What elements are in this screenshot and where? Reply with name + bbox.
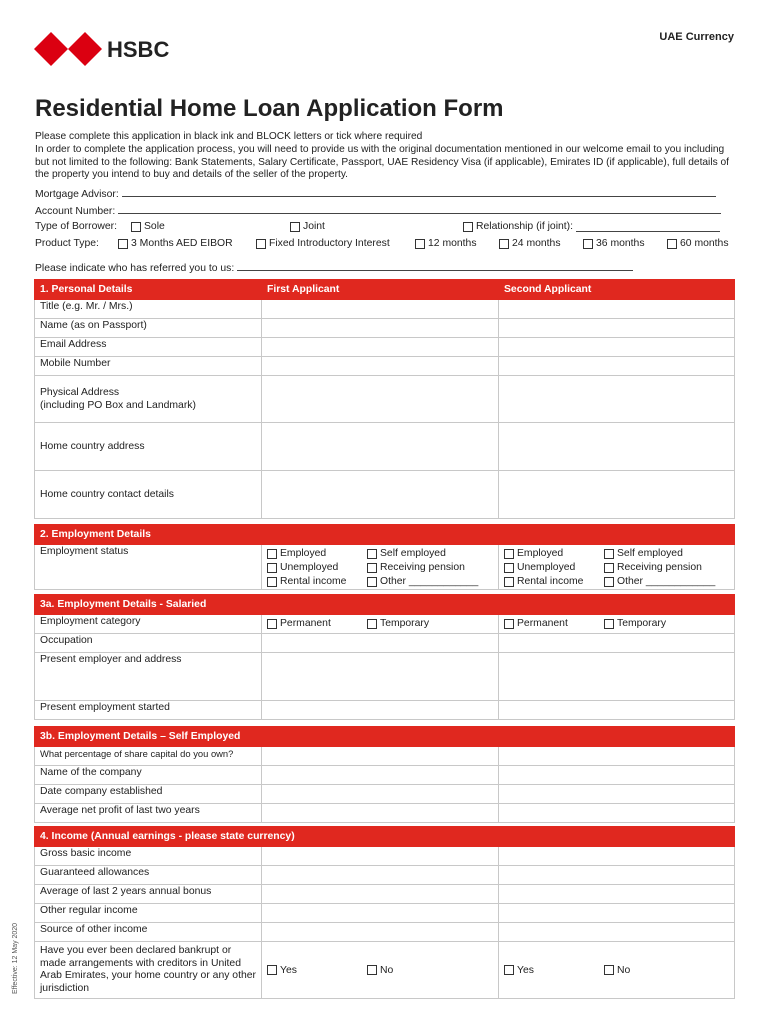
no-option[interactable]: No [367, 965, 493, 976]
no-option[interactable]: No [604, 965, 729, 976]
section-header: 3a. Employment Details - Salaried [35, 595, 735, 615]
checkbox-icon[interactable] [604, 549, 614, 559]
first-applicant-cell[interactable] [262, 471, 499, 519]
relationship-field[interactable] [576, 221, 720, 232]
section-header: 2. Employment Details [35, 525, 735, 545]
row-label: Date company established [35, 785, 262, 804]
row-label: Name (as on Passport) [35, 319, 262, 338]
checkbox-icon[interactable] [290, 222, 300, 232]
row-label: Present employer and address [35, 653, 262, 701]
intro-line-1: Please complete this application in black ink and BLOCK letters or tick where required [35, 131, 423, 142]
bankrupt-question: Have you ever been declared bankrupt or made arrangements with creditors in United Arab Emirates, your home country or any other jurisdiction [35, 942, 262, 999]
mortgage-advisor-row [35, 186, 716, 200]
account-number-label: Account Number: [35, 206, 116, 217]
checkbox-icon[interactable] [267, 965, 277, 975]
checkbox-icon[interactable] [367, 563, 377, 573]
second-applicant-cell[interactable] [499, 701, 735, 720]
first-applicant-cell[interactable] [262, 701, 499, 720]
checkbox-icon[interactable] [604, 619, 614, 629]
row-label: Source of other income [35, 923, 262, 942]
employment-details-table [34, 524, 735, 590]
first-applicant-cell[interactable] [262, 866, 499, 885]
second-applicant-cell[interactable] [499, 747, 735, 766]
row-label: Mobile Number [35, 357, 262, 376]
checkbox-icon[interactable] [667, 239, 677, 249]
first-applicant-cell[interactable] [262, 357, 499, 376]
checkbox-icon[interactable] [504, 619, 514, 629]
income-table [34, 826, 735, 999]
referred-by-field[interactable] [237, 260, 633, 271]
unemployed-option[interactable]: Unemployed [267, 561, 367, 575]
unemployed-option[interactable]: Unemployed [504, 561, 604, 575]
intro-text [35, 131, 735, 182]
second-applicant-cell[interactable] [499, 847, 735, 866]
row-label: Title (e.g. Mr. / Mrs.) [35, 300, 262, 319]
self-employed-option[interactable]: Self employed [367, 547, 493, 561]
checkbox-icon[interactable] [415, 239, 425, 249]
row-label: Average of last 2 years annual bonus [35, 885, 262, 904]
checkbox-icon[interactable] [504, 965, 514, 975]
second-applicant-cell[interactable] [499, 376, 735, 423]
yes-option[interactable]: Yes [267, 965, 367, 976]
second-applicant-cell[interactable] [499, 653, 735, 701]
checkbox-icon[interactable] [256, 239, 266, 249]
checkbox-icon[interactable] [131, 222, 141, 232]
row-label: What percentage of share capital do you own? [35, 747, 262, 766]
first-applicant-cell[interactable] [262, 338, 499, 357]
account-number-field[interactable] [118, 203, 721, 214]
second-applicant-header: Second Applicant [499, 280, 735, 300]
first-applicant-cell [262, 942, 499, 999]
checkbox-icon[interactable] [267, 619, 277, 629]
hsbc-hexagon-icon [34, 30, 184, 68]
first-applicant-cell[interactable] [262, 300, 499, 319]
pension-option[interactable]: Receiving pension [604, 561, 729, 575]
temporary-option[interactable]: Temporary [604, 618, 729, 629]
page-title: Residential Home Loan Application Form [35, 95, 504, 122]
checkbox-icon[interactable] [267, 563, 277, 573]
account-number-row [35, 203, 721, 217]
product-fixed-option[interactable]: Fixed Introductory Interest [256, 238, 390, 249]
rental-income-option[interactable]: Rental income [267, 575, 367, 589]
checkbox-icon[interactable] [367, 619, 377, 629]
first-applicant-cell[interactable] [262, 653, 499, 701]
brand-name: HSBC [107, 37, 170, 62]
self-employed-option[interactable]: Self employed [604, 547, 729, 561]
borrower-sole-option[interactable]: Sole [131, 221, 165, 232]
intro-line-2: In order to complete the application process, you will need to provide us with the original documentation mentioned in our welcome email to you including but not limited to the following: Bank Statements, Salary Certificate, Passport, UAE Residency Visa (if applicable), Emirates ID (if applicable), full details of the property you intend to buy and details of the seller of the property. [35, 143, 730, 181]
first-applicant-cell[interactable] [262, 885, 499, 904]
second-applicant-cell[interactable] [499, 766, 735, 785]
product-12-months-option[interactable]: 12 months [415, 238, 477, 249]
product-60-months-option[interactable]: 60 months [667, 238, 729, 249]
product-type-label: Product Type: [35, 238, 99, 249]
checkbox-icon[interactable] [463, 222, 473, 232]
mortgage-advisor-label: Mortgage Advisor: [35, 189, 119, 200]
personal-details-table [34, 279, 735, 519]
row-label: Other regular income [35, 904, 262, 923]
pension-option[interactable]: Receiving pension [367, 561, 493, 575]
permanent-option[interactable]: Permanent [267, 618, 367, 629]
section-header: 4. Income (Annual earnings - please state currency) [35, 827, 735, 847]
effective-date: Effective: 12 May 2020 [12, 922, 19, 994]
first-applicant-cell [262, 615, 499, 634]
yes-option[interactable]: Yes [504, 965, 604, 976]
salaried-details-table [34, 594, 735, 720]
row-label: Employment status [35, 545, 262, 590]
row-label: Present employment started [35, 701, 262, 720]
checkbox-icon[interactable] [504, 577, 514, 587]
second-applicant-cell [499, 545, 735, 590]
row-label: Home country address [35, 423, 262, 471]
second-applicant-cell[interactable] [499, 471, 735, 519]
second-applicant-cell[interactable] [499, 319, 735, 338]
product-eibor-option[interactable]: 3 Months AED EIBOR [118, 238, 233, 249]
checkbox-icon[interactable] [367, 965, 377, 975]
row-label: Physical Address (including PO Box and Landmark) [35, 376, 262, 423]
temporary-option[interactable]: Temporary [367, 618, 493, 629]
first-applicant-cell[interactable] [262, 376, 499, 423]
first-applicant-cell[interactable] [262, 785, 499, 804]
second-applicant-cell[interactable] [499, 300, 735, 319]
self-employed-table [34, 726, 735, 823]
checkbox-icon[interactable] [583, 239, 593, 249]
borrower-type-label: Type of Borrower: [35, 221, 118, 232]
referred-by-row [35, 260, 633, 274]
second-applicant-cell[interactable] [499, 785, 735, 804]
first-applicant-header: First Applicant [262, 280, 499, 300]
checkbox-icon[interactable] [267, 577, 277, 587]
first-applicant-cell[interactable] [262, 634, 499, 653]
first-applicant-cell[interactable] [262, 747, 499, 766]
rental-income-option[interactable]: Rental income [504, 575, 604, 589]
product-24-months-option[interactable]: 24 months [499, 238, 561, 249]
first-applicant-cell[interactable] [262, 766, 499, 785]
checkbox-icon[interactable] [604, 577, 614, 587]
checkbox-icon[interactable] [267, 549, 277, 559]
row-label: Guaranteed allowances [35, 866, 262, 885]
checkbox-icon[interactable] [367, 549, 377, 559]
row-label: Email Address [35, 338, 262, 357]
first-applicant-cell[interactable] [262, 904, 499, 923]
first-applicant-cell [262, 545, 499, 590]
checkbox-icon[interactable] [504, 549, 514, 559]
row-label: Gross basic income [35, 847, 262, 866]
second-applicant-cell[interactable] [499, 338, 735, 357]
second-applicant-cell[interactable] [499, 866, 735, 885]
permanent-option[interactable]: Permanent [504, 618, 604, 629]
second-applicant-cell [499, 615, 735, 634]
mortgage-advisor-field[interactable] [122, 186, 716, 197]
row-label: Employment category [35, 615, 262, 634]
checkbox-icon[interactable] [367, 577, 377, 587]
employed-option[interactable]: Employed [267, 547, 367, 561]
section-header: 1. Personal Details [35, 280, 262, 300]
referred-by-label: Please indicate who has referred you to us: [35, 263, 235, 274]
row-label: Average net profit of last two years [35, 804, 262, 823]
row-label: Home country contact details [35, 471, 262, 519]
first-applicant-cell[interactable] [262, 923, 499, 942]
second-applicant-cell[interactable] [499, 923, 735, 942]
row-label: Occupation [35, 634, 262, 653]
checkbox-icon[interactable] [604, 563, 614, 573]
other-option[interactable]: Other ____________ [367, 575, 493, 589]
other-option[interactable]: Other ____________ [604, 575, 729, 589]
second-applicant-cell[interactable] [499, 885, 735, 904]
second-applicant-cell[interactable] [499, 904, 735, 923]
first-applicant-cell[interactable] [262, 804, 499, 823]
hsbc-logo [34, 30, 184, 68]
second-applicant-cell[interactable] [499, 357, 735, 376]
checkbox-icon[interactable] [504, 563, 514, 573]
currency-label: UAE Currency [659, 31, 734, 43]
product-36-months-option[interactable]: 36 months [583, 238, 645, 249]
second-applicant-cell[interactable] [499, 634, 735, 653]
checkbox-icon[interactable] [118, 239, 128, 249]
borrower-relationship-option[interactable]: Relationship (if joint): [463, 221, 720, 232]
row-label: Name of the company [35, 766, 262, 785]
first-applicant-cell[interactable] [262, 423, 499, 471]
checkbox-icon[interactable] [604, 965, 614, 975]
checkbox-icon[interactable] [499, 239, 509, 249]
employed-option[interactable]: Employed [504, 547, 604, 561]
section-header: 3b. Employment Details – Self Employed [35, 727, 735, 747]
borrower-joint-option[interactable]: Joint [290, 221, 325, 232]
first-applicant-cell[interactable] [262, 319, 499, 338]
second-applicant-cell[interactable] [499, 423, 735, 471]
first-applicant-cell[interactable] [262, 847, 499, 866]
second-applicant-cell[interactable] [499, 804, 735, 823]
second-applicant-cell [499, 942, 735, 999]
